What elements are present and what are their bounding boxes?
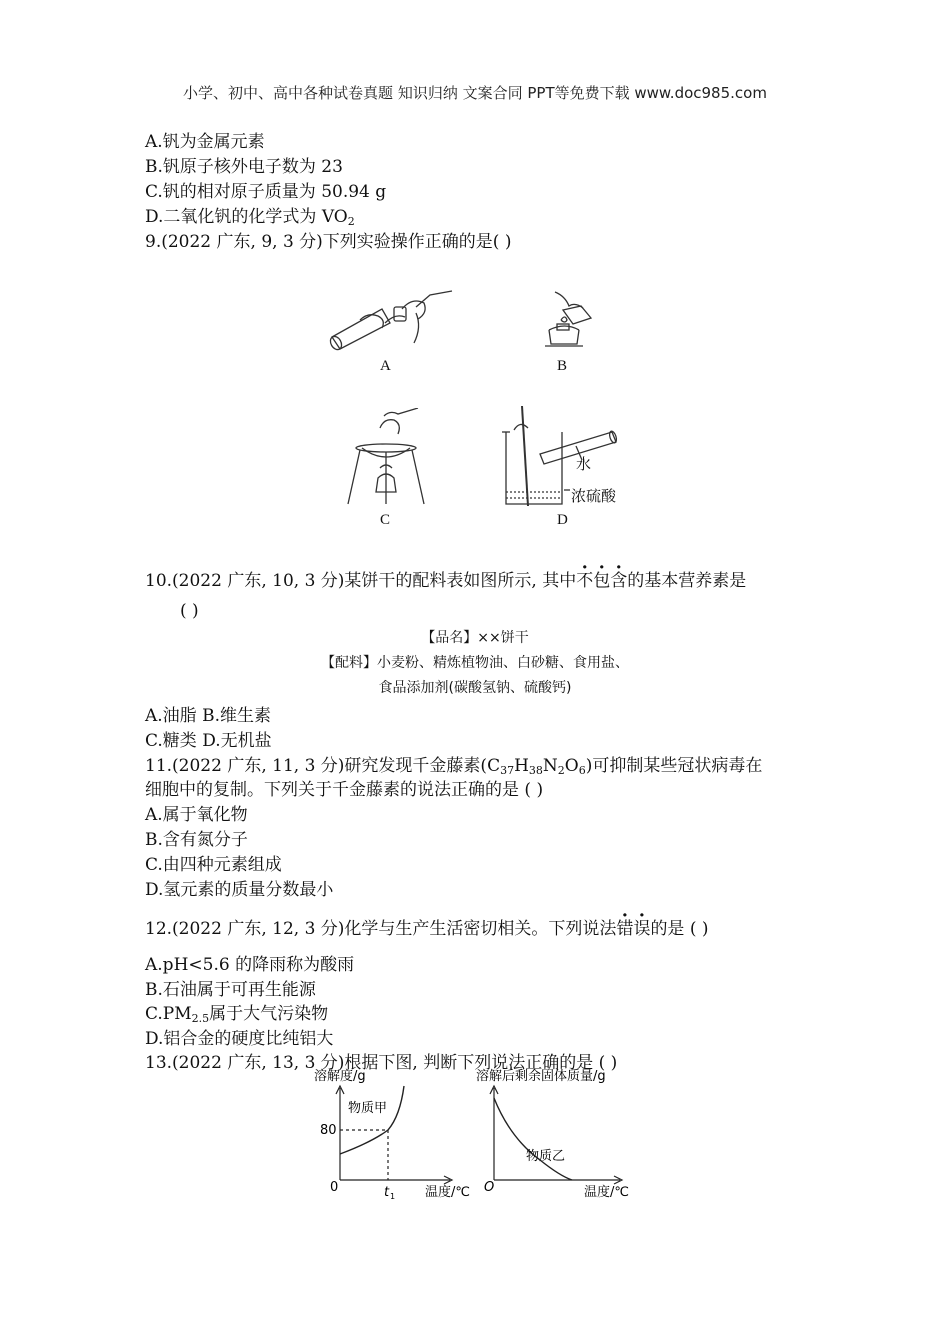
q12-option-d: D.铝合金的硬度比纯铝大 bbox=[145, 1029, 334, 1049]
right-ylabel: 溶解后剩余固体质量/g bbox=[476, 1069, 606, 1084]
q9-water-label: 水 bbox=[576, 457, 592, 473]
q10-label-ingredients-1: 【配料】小麦粉、精炼植物油、白砂糖、食用盐、 bbox=[321, 655, 629, 671]
q12-option-a: A.pH<5.6 的降雨称为酸雨 bbox=[145, 955, 355, 975]
q8-option-d: D.二氧化钒的化学式为 $VO_2$ bbox=[145, 207, 355, 228]
q9-figure-b bbox=[535, 290, 605, 355]
q9-label-c: C bbox=[380, 512, 391, 528]
q11-option-d: D.氢元素的质量分数最小 bbox=[145, 880, 334, 900]
q10-label-name: 【品名】××饼干 bbox=[421, 630, 529, 646]
q9-label-d: D bbox=[557, 512, 568, 528]
q9-label-a: A bbox=[380, 358, 391, 374]
q9-figure-a bbox=[320, 285, 460, 355]
left-ytick: 80 bbox=[320, 1123, 337, 1138]
q11-stem: 11.(2022 广东, 11, 3 分)研究发现千金藤素$(C_{37}H_{38}N_2O_6)$可抑制某些冠状病毒在 bbox=[145, 756, 763, 777]
q12-option-c: $C.PM_{2.5}$属于大气污染物 bbox=[145, 1004, 329, 1025]
q8-option-c: C.钒的相对原子质量为 50.94 g bbox=[145, 182, 387, 202]
right-series-label: 物质乙 bbox=[526, 1149, 566, 1164]
q10-options-1: A.油脂 B.维生素 bbox=[145, 706, 271, 726]
q10-options-2: C.糖类 D.无机盐 bbox=[145, 731, 272, 751]
q11-stem-2: 细胞中的复制。下列关于千金藤素的说法正确的是 ( ) bbox=[145, 780, 544, 800]
right-origin: O bbox=[484, 1180, 495, 1195]
right-curve bbox=[494, 1098, 572, 1180]
left-xtick: t bbox=[384, 1185, 390, 1200]
left-origin: 0 bbox=[330, 1180, 339, 1195]
q9-stem: 9.(2022 广东, 9, 3 分)下列实验操作正确的是( ) bbox=[145, 232, 512, 252]
q12-stem: 12.(2022 广东, 12, 3 分)化学与生产生活密切相关。下列说法错误的是 ( ) bbox=[145, 919, 709, 939]
q12-option-b: B.石油属于可再生能源 bbox=[145, 980, 316, 1000]
q10-paren: ( ) bbox=[180, 601, 199, 621]
left-ylabel: 溶解度/g bbox=[314, 1069, 366, 1084]
page-header: 小学、初中、高中各种试卷真题 知识归纳 文案合同 PPT等免费下载 www.doc985.com bbox=[183, 84, 767, 102]
left-xlabel: 温度/℃ bbox=[425, 1185, 470, 1200]
left-curve bbox=[340, 1086, 404, 1154]
q13-stem: 13.(2022 广东, 13, 3 分)根据下图, 判断下列说法正确的是 ( ) bbox=[145, 1053, 618, 1073]
q11-option-b: B.含有氮分子 bbox=[145, 830, 248, 850]
q10-stem: 10.(2022 广东, 10, 3 分)某饼干的配料表如图所示, 其中不包含的基本营养素是 bbox=[145, 571, 747, 591]
q11-option-c: C.由四种元素组成 bbox=[145, 855, 282, 875]
q8-option-a: A.钒为金属元素 bbox=[145, 132, 265, 152]
left-xtick-sub: 1 bbox=[390, 1192, 396, 1201]
q10-label-ingredients-2: 食品添加剂(碳酸氢钠、硫酸钙) bbox=[378, 680, 572, 696]
q8-option-b: B.钒原子核外电子数为 23 bbox=[145, 157, 343, 177]
q13-left-chart bbox=[300, 1068, 470, 1203]
q9-label-b: B bbox=[557, 358, 568, 374]
left-series-label: 物质甲 bbox=[348, 1101, 388, 1116]
q13-right-chart bbox=[470, 1068, 645, 1203]
q9-acid-label: 浓硫酸 bbox=[571, 489, 617, 505]
q9-figure-c bbox=[340, 408, 430, 513]
q11-option-a: A.属于氧化物 bbox=[145, 805, 248, 825]
right-xlabel: 温度/℃ bbox=[584, 1185, 629, 1200]
